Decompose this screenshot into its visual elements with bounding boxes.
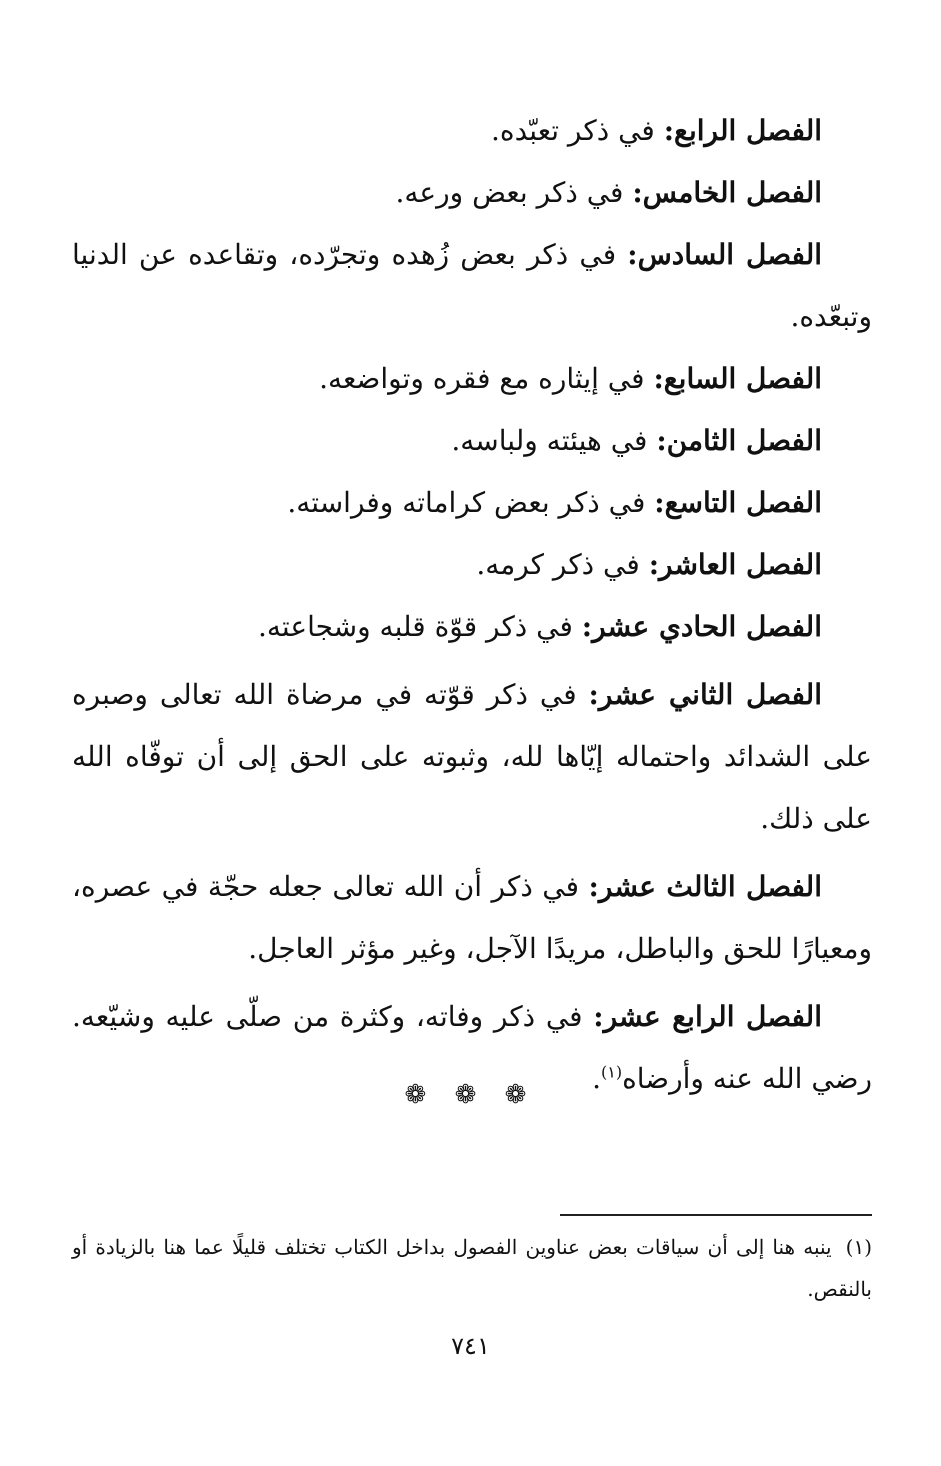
chapter-description: في ذكر قوّته في مرضاة الله تعالى وصبره على الشدائد واحتماله إيّاها لله، وثبوته على الحق إلى أن توفّاه الله على ذلك. bbox=[72, 678, 872, 835]
chapter-description: في ذكر كرمه. bbox=[476, 548, 649, 581]
chapter-label: الفصل الحادي عشر: bbox=[581, 610, 822, 643]
chapter-label: الفصل العاشر: bbox=[648, 548, 822, 581]
chapter-entry-13 bbox=[72, 856, 872, 980]
chapter-entry-5 bbox=[72, 162, 872, 224]
chapter-entry-8 bbox=[72, 410, 872, 472]
chapter-label: الفصل الثاني عشر: bbox=[588, 678, 822, 711]
chapter-entry-4 bbox=[72, 100, 872, 162]
chapter-description: في ذكر بعض ورعه. bbox=[395, 176, 633, 209]
chapter-entry-10 bbox=[72, 534, 872, 596]
chapter-label: الفصل السابع: bbox=[653, 362, 822, 395]
chapter-label: الفصل التاسع: bbox=[654, 486, 822, 519]
chapter-label: الفصل السادس: bbox=[627, 238, 823, 271]
chapter-list bbox=[72, 100, 872, 1110]
chapter-description: في إيثاره مع فقره وتواضعه. bbox=[319, 362, 654, 395]
chapter-description: في ذكر قوّة قلبه وشجاعته. bbox=[258, 610, 582, 643]
chapter-entry-12 bbox=[72, 664, 872, 850]
chapter-label: الفصل الثالث عشر: bbox=[588, 870, 822, 903]
chapter-entry-9 bbox=[72, 472, 872, 534]
chapter-entry-6 bbox=[72, 224, 872, 348]
chapter-description: في هيئته ولباسه. bbox=[451, 424, 657, 457]
chapter-description: في ذكر أن الله تعالى جعله حجّة في عصره، ومعيارًا للحق والباطل، مريدًا الآجل، وغير مؤثر العاجل. bbox=[72, 870, 872, 965]
footnote bbox=[72, 1226, 872, 1310]
footnote-number: (١) bbox=[845, 1235, 872, 1259]
sentence-end: . bbox=[592, 1062, 601, 1095]
footnote-text: ينبه هنا إلى أن سياقات بعض عناوين الفصول بداخل الكتاب تختلف قليلًا عما هنا بالزيادة أو بالنقص. bbox=[72, 1235, 872, 1301]
chapter-description: في ذكر بعض زُهده وتجرّده، وتقاعده عن الدنيا وتبعّده. bbox=[72, 238, 872, 333]
footnote-divider bbox=[560, 1214, 872, 1216]
page-number: ٧٤١ bbox=[451, 1332, 490, 1360]
chapter-label: الفصل الرابع: bbox=[663, 114, 822, 147]
chapter-description: في ذكر وفاته، وكثرة من صلّى عليه وشيّعه. رضي الله عنه وأرضاه bbox=[72, 1000, 872, 1095]
chapter-description: في ذكر تعبّده. bbox=[491, 114, 664, 147]
chapter-label: الفصل الرابع عشر: bbox=[593, 1000, 822, 1033]
footnote-reference[interactable]: (١) bbox=[601, 1062, 623, 1082]
chapter-entry-7 bbox=[72, 348, 872, 410]
chapter-label: الفصل الخامس: bbox=[632, 176, 822, 209]
chapter-label: الفصل الثامن: bbox=[656, 424, 822, 457]
section-ornament-icon: ❁ ❁ ❁ bbox=[404, 1080, 537, 1110]
chapter-entry-11 bbox=[72, 596, 872, 658]
chapter-description: في ذكر بعض كراماته وفراسته. bbox=[287, 486, 655, 519]
